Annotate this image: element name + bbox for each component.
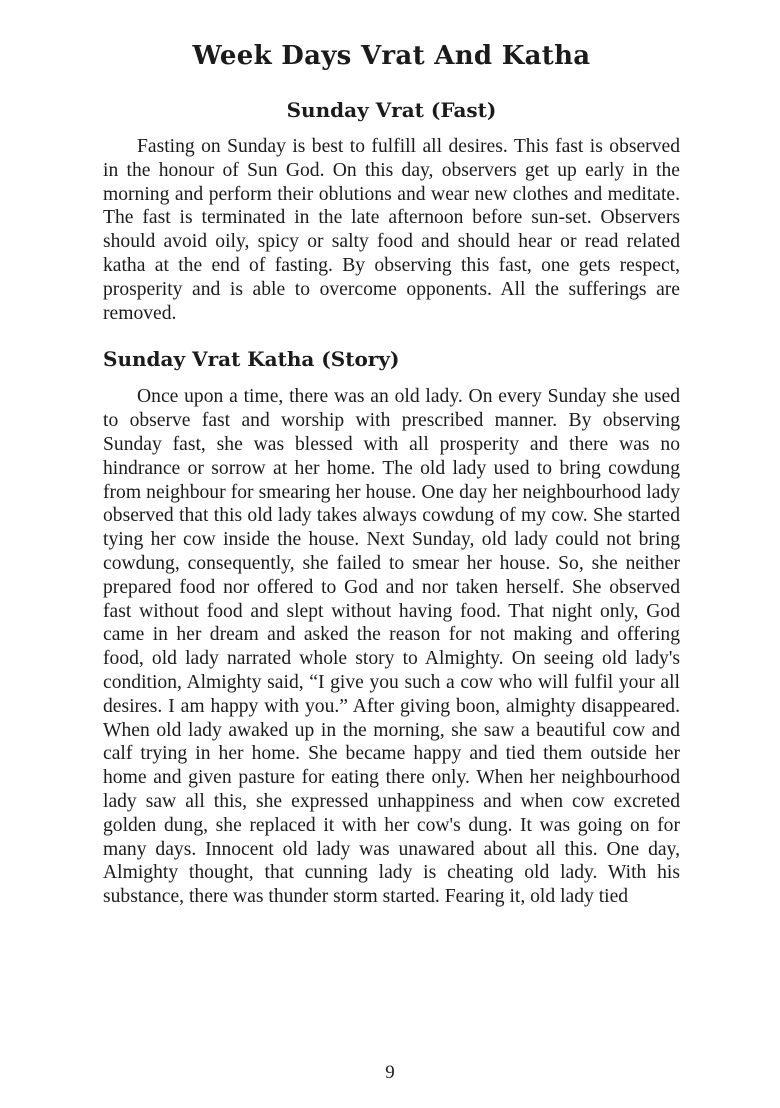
- section-heading-sunday-katha: Sunday Vrat Katha (Story): [103, 347, 400, 372]
- book-page: [103, 38, 680, 909]
- page-title: Week Days Vrat And Katha: [192, 41, 591, 71]
- paragraph-sunday-katha: Once upon a time, there was an old lady. On every Sunday she used to observe fast and worship with prescribed manner. By observing Sunday fast, she was blessed with all prosperity and there was no hindrance or sorrow at her home. The old lady used to bring cowdung from neighbour for smearing her house. One day her neighbourhood lady observed that this old lady takes always cowdung of my cow. She started tying her cow inside the house. Next Sunday, old lady could not bring cowdung, consequently, she failed to smear her house. So, she neither prepared food nor offered to God and nor taken herself. She observed fast without food and slept without having food. That night only, God came in her dream and asked the reason for not making and offering food, old lady narrated whole story to Almighty. On seeing old lady's condition, Almighty said, “I give you such a cow who will fulfil your all desires. I am happy with you.” After giving boon, almighty disappeared. When old lady awaked up in the morning, she saw a beautiful cow and calf trying in her home. She became happy and tied them outside her home and given pasture for eating there only. When her neighbourhood lady saw all this, she expressed unhappiness and when cow excreted golden dung, she replaced it with her cow's dung. It was going on for many days. Innocent old lady was unawared about all this. One day, Almighty thought, that cunning lady is cheating old lady. With his substance, there was thunder storm started. Fearing it, old lady tied: [103, 386, 680, 908]
- section-heading-sunday-vrat: Sunday Vrat (Fast): [286, 98, 497, 122]
- page-number: 9: [385, 1062, 395, 1083]
- paragraph-sunday-vrat: Fasting on Sunday is best to fulfill all desires. This fast is observed in the honour of Sun God. On this day, observers get up early in the morning and perform their oblutions and wear new clothes and meditate. The fast is terminated in the late afternoon before sun-set. Observers should avoid oily, spicy or salty food and should hear or read related katha at the end of fasting. By observing this fast, one gets respect, prosperity and is able to overcome opponents. All the sufferings are removed.: [103, 136, 680, 324]
